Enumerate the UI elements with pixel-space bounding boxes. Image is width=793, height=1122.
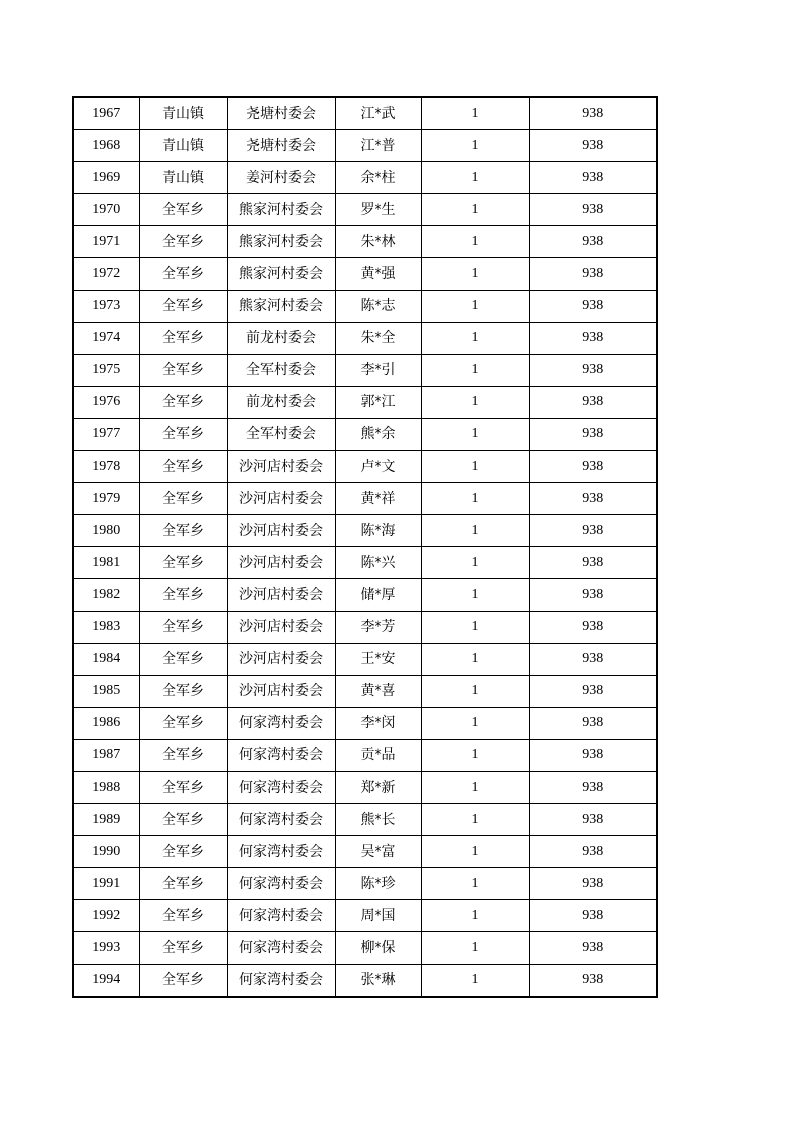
table-row — [73, 707, 657, 739]
cell-amount: 938 — [529, 354, 657, 386]
cell-name: 朱*全 — [335, 322, 421, 354]
table-row — [73, 643, 657, 675]
table-row — [73, 739, 657, 771]
cell-village: 沙河店村委会 — [227, 611, 335, 643]
cell-village: 何家湾村委会 — [227, 868, 335, 900]
cell-name: 黄*强 — [335, 258, 421, 290]
cell-count: 1 — [421, 707, 529, 739]
table-row — [73, 547, 657, 579]
cell-id: 1982 — [73, 579, 139, 611]
cell-count: 1 — [421, 643, 529, 675]
cell-id: 1979 — [73, 483, 139, 515]
table-row — [73, 322, 657, 354]
cell-count: 1 — [421, 771, 529, 803]
cell-amount: 938 — [529, 130, 657, 162]
cell-village: 何家湾村委会 — [227, 739, 335, 771]
cell-amount: 938 — [529, 804, 657, 836]
cell-town: 全军乡 — [139, 675, 227, 707]
cell-town: 全军乡 — [139, 964, 227, 997]
table-row — [73, 611, 657, 643]
cell-town: 青山镇 — [139, 130, 227, 162]
cell-amount: 938 — [529, 418, 657, 450]
cell-name: 朱*林 — [335, 226, 421, 258]
record-table-body — [73, 97, 657, 997]
cell-id: 1971 — [73, 226, 139, 258]
table-row — [73, 194, 657, 226]
cell-village: 何家湾村委会 — [227, 932, 335, 964]
cell-name: 储*厚 — [335, 579, 421, 611]
cell-id: 1988 — [73, 771, 139, 803]
cell-village: 尧塘村委会 — [227, 130, 335, 162]
cell-count: 1 — [421, 226, 529, 258]
cell-name: 陈*兴 — [335, 547, 421, 579]
table-row — [73, 804, 657, 836]
cell-name: 罗*生 — [335, 194, 421, 226]
cell-count: 1 — [421, 322, 529, 354]
cell-town: 全军乡 — [139, 611, 227, 643]
cell-name: 熊*长 — [335, 804, 421, 836]
cell-town: 全军乡 — [139, 451, 227, 483]
cell-count: 1 — [421, 386, 529, 418]
cell-name: 贡*品 — [335, 739, 421, 771]
cell-id: 1980 — [73, 515, 139, 547]
cell-name: 黄*祥 — [335, 483, 421, 515]
cell-amount: 938 — [529, 162, 657, 194]
cell-id: 1990 — [73, 836, 139, 868]
cell-count: 1 — [421, 418, 529, 450]
cell-village: 沙河店村委会 — [227, 579, 335, 611]
cell-village: 全军村委会 — [227, 354, 335, 386]
cell-town: 全军乡 — [139, 322, 227, 354]
table-row — [73, 451, 657, 483]
cell-amount: 938 — [529, 611, 657, 643]
table-row — [73, 386, 657, 418]
cell-village: 姜河村委会 — [227, 162, 335, 194]
cell-village: 沙河店村委会 — [227, 515, 335, 547]
cell-count: 1 — [421, 547, 529, 579]
cell-town: 青山镇 — [139, 97, 227, 130]
cell-amount: 938 — [529, 643, 657, 675]
cell-name: 吴*富 — [335, 836, 421, 868]
table-row — [73, 932, 657, 964]
cell-name: 王*安 — [335, 643, 421, 675]
cell-count: 1 — [421, 739, 529, 771]
table-row — [73, 964, 657, 997]
cell-amount: 938 — [529, 836, 657, 868]
cell-count: 1 — [421, 900, 529, 932]
cell-town: 全军乡 — [139, 836, 227, 868]
cell-town: 全军乡 — [139, 258, 227, 290]
cell-id: 1978 — [73, 451, 139, 483]
cell-village: 尧塘村委会 — [227, 97, 335, 130]
cell-id: 1981 — [73, 547, 139, 579]
table-row — [73, 130, 657, 162]
cell-id: 1984 — [73, 643, 139, 675]
cell-count: 1 — [421, 868, 529, 900]
table-row — [73, 258, 657, 290]
cell-town: 全军乡 — [139, 483, 227, 515]
cell-town: 全军乡 — [139, 515, 227, 547]
cell-count: 1 — [421, 515, 529, 547]
cell-count: 1 — [421, 354, 529, 386]
cell-town: 全军乡 — [139, 804, 227, 836]
cell-id: 1993 — [73, 932, 139, 964]
cell-amount: 938 — [529, 964, 657, 997]
table-row — [73, 97, 657, 130]
cell-village: 何家湾村委会 — [227, 804, 335, 836]
table-row — [73, 868, 657, 900]
cell-town: 全军乡 — [139, 194, 227, 226]
cell-town: 全军乡 — [139, 226, 227, 258]
cell-count: 1 — [421, 836, 529, 868]
cell-id: 1989 — [73, 804, 139, 836]
cell-id: 1983 — [73, 611, 139, 643]
cell-count: 1 — [421, 932, 529, 964]
cell-name: 江*武 — [335, 97, 421, 130]
cell-name: 卢*文 — [335, 451, 421, 483]
cell-name: 江*普 — [335, 130, 421, 162]
cell-amount: 938 — [529, 97, 657, 130]
cell-count: 1 — [421, 579, 529, 611]
cell-amount: 938 — [529, 515, 657, 547]
cell-town: 全军乡 — [139, 354, 227, 386]
cell-village: 熊家河村委会 — [227, 194, 335, 226]
cell-amount: 938 — [529, 771, 657, 803]
cell-name: 郭*江 — [335, 386, 421, 418]
cell-village: 何家湾村委会 — [227, 836, 335, 868]
cell-id: 1994 — [73, 964, 139, 997]
cell-id: 1970 — [73, 194, 139, 226]
cell-count: 1 — [421, 97, 529, 130]
cell-id: 1967 — [73, 97, 139, 130]
table-row — [73, 675, 657, 707]
cell-id: 1986 — [73, 707, 139, 739]
cell-id: 1972 — [73, 258, 139, 290]
cell-id: 1973 — [73, 290, 139, 322]
cell-town: 全军乡 — [139, 868, 227, 900]
cell-count: 1 — [421, 483, 529, 515]
cell-count: 1 — [421, 611, 529, 643]
cell-count: 1 — [421, 258, 529, 290]
cell-name: 熊*余 — [335, 418, 421, 450]
cell-id: 1992 — [73, 900, 139, 932]
cell-amount: 938 — [529, 258, 657, 290]
cell-town: 全军乡 — [139, 579, 227, 611]
cell-name: 陈*志 — [335, 290, 421, 322]
cell-name: 余*柱 — [335, 162, 421, 194]
cell-town: 全军乡 — [139, 739, 227, 771]
table-row — [73, 579, 657, 611]
cell-village: 熊家河村委会 — [227, 226, 335, 258]
cell-town: 全军乡 — [139, 547, 227, 579]
cell-amount: 938 — [529, 579, 657, 611]
table-row — [73, 771, 657, 803]
cell-count: 1 — [421, 804, 529, 836]
cell-count: 1 — [421, 451, 529, 483]
cell-id: 1975 — [73, 354, 139, 386]
table-row — [73, 836, 657, 868]
cell-town: 全军乡 — [139, 932, 227, 964]
cell-town: 全军乡 — [139, 290, 227, 322]
record-table — [72, 96, 658, 998]
cell-village: 沙河店村委会 — [227, 451, 335, 483]
cell-id: 1987 — [73, 739, 139, 771]
table-row — [73, 900, 657, 932]
cell-town: 青山镇 — [139, 162, 227, 194]
cell-count: 1 — [421, 130, 529, 162]
cell-amount: 938 — [529, 932, 657, 964]
cell-town: 全军乡 — [139, 643, 227, 675]
cell-id: 1977 — [73, 418, 139, 450]
cell-town: 全军乡 — [139, 386, 227, 418]
cell-village: 全军村委会 — [227, 418, 335, 450]
cell-village: 何家湾村委会 — [227, 900, 335, 932]
cell-name: 郑*新 — [335, 771, 421, 803]
cell-amount: 938 — [529, 451, 657, 483]
cell-amount: 938 — [529, 322, 657, 354]
cell-count: 1 — [421, 290, 529, 322]
cell-id: 1969 — [73, 162, 139, 194]
cell-count: 1 — [421, 194, 529, 226]
cell-village: 沙河店村委会 — [227, 547, 335, 579]
cell-amount: 938 — [529, 483, 657, 515]
cell-village: 何家湾村委会 — [227, 707, 335, 739]
cell-amount: 938 — [529, 386, 657, 418]
cell-town: 全军乡 — [139, 771, 227, 803]
cell-name: 李*引 — [335, 354, 421, 386]
table-row — [73, 418, 657, 450]
cell-id: 1991 — [73, 868, 139, 900]
cell-village: 何家湾村委会 — [227, 964, 335, 997]
cell-amount: 938 — [529, 194, 657, 226]
cell-town: 全军乡 — [139, 900, 227, 932]
cell-id: 1976 — [73, 386, 139, 418]
cell-amount: 938 — [529, 868, 657, 900]
cell-village: 何家湾村委会 — [227, 771, 335, 803]
table-row — [73, 162, 657, 194]
table-row — [73, 515, 657, 547]
cell-village: 熊家河村委会 — [227, 290, 335, 322]
cell-id: 1985 — [73, 675, 139, 707]
table-row — [73, 354, 657, 386]
cell-town: 全军乡 — [139, 707, 227, 739]
cell-village: 沙河店村委会 — [227, 643, 335, 675]
table-row — [73, 290, 657, 322]
cell-name: 柳*保 — [335, 932, 421, 964]
table-row — [73, 226, 657, 258]
cell-amount: 938 — [529, 739, 657, 771]
cell-name: 陈*珍 — [335, 868, 421, 900]
cell-amount: 938 — [529, 547, 657, 579]
cell-count: 1 — [421, 964, 529, 997]
cell-town: 全军乡 — [139, 418, 227, 450]
cell-count: 1 — [421, 675, 529, 707]
cell-amount: 938 — [529, 900, 657, 932]
cell-amount: 938 — [529, 290, 657, 322]
cell-id: 1968 — [73, 130, 139, 162]
cell-amount: 938 — [529, 675, 657, 707]
cell-name: 李*闵 — [335, 707, 421, 739]
cell-village: 前龙村委会 — [227, 386, 335, 418]
cell-village: 熊家河村委会 — [227, 258, 335, 290]
cell-amount: 938 — [529, 707, 657, 739]
cell-count: 1 — [421, 162, 529, 194]
cell-village: 前龙村委会 — [227, 322, 335, 354]
cell-name: 李*芳 — [335, 611, 421, 643]
cell-id: 1974 — [73, 322, 139, 354]
cell-name: 陈*海 — [335, 515, 421, 547]
table-row — [73, 483, 657, 515]
cell-village: 沙河店村委会 — [227, 675, 335, 707]
cell-village: 沙河店村委会 — [227, 483, 335, 515]
cell-name: 黄*喜 — [335, 675, 421, 707]
cell-amount: 938 — [529, 226, 657, 258]
cell-name: 周*国 — [335, 900, 421, 932]
cell-name: 张*琳 — [335, 964, 421, 997]
